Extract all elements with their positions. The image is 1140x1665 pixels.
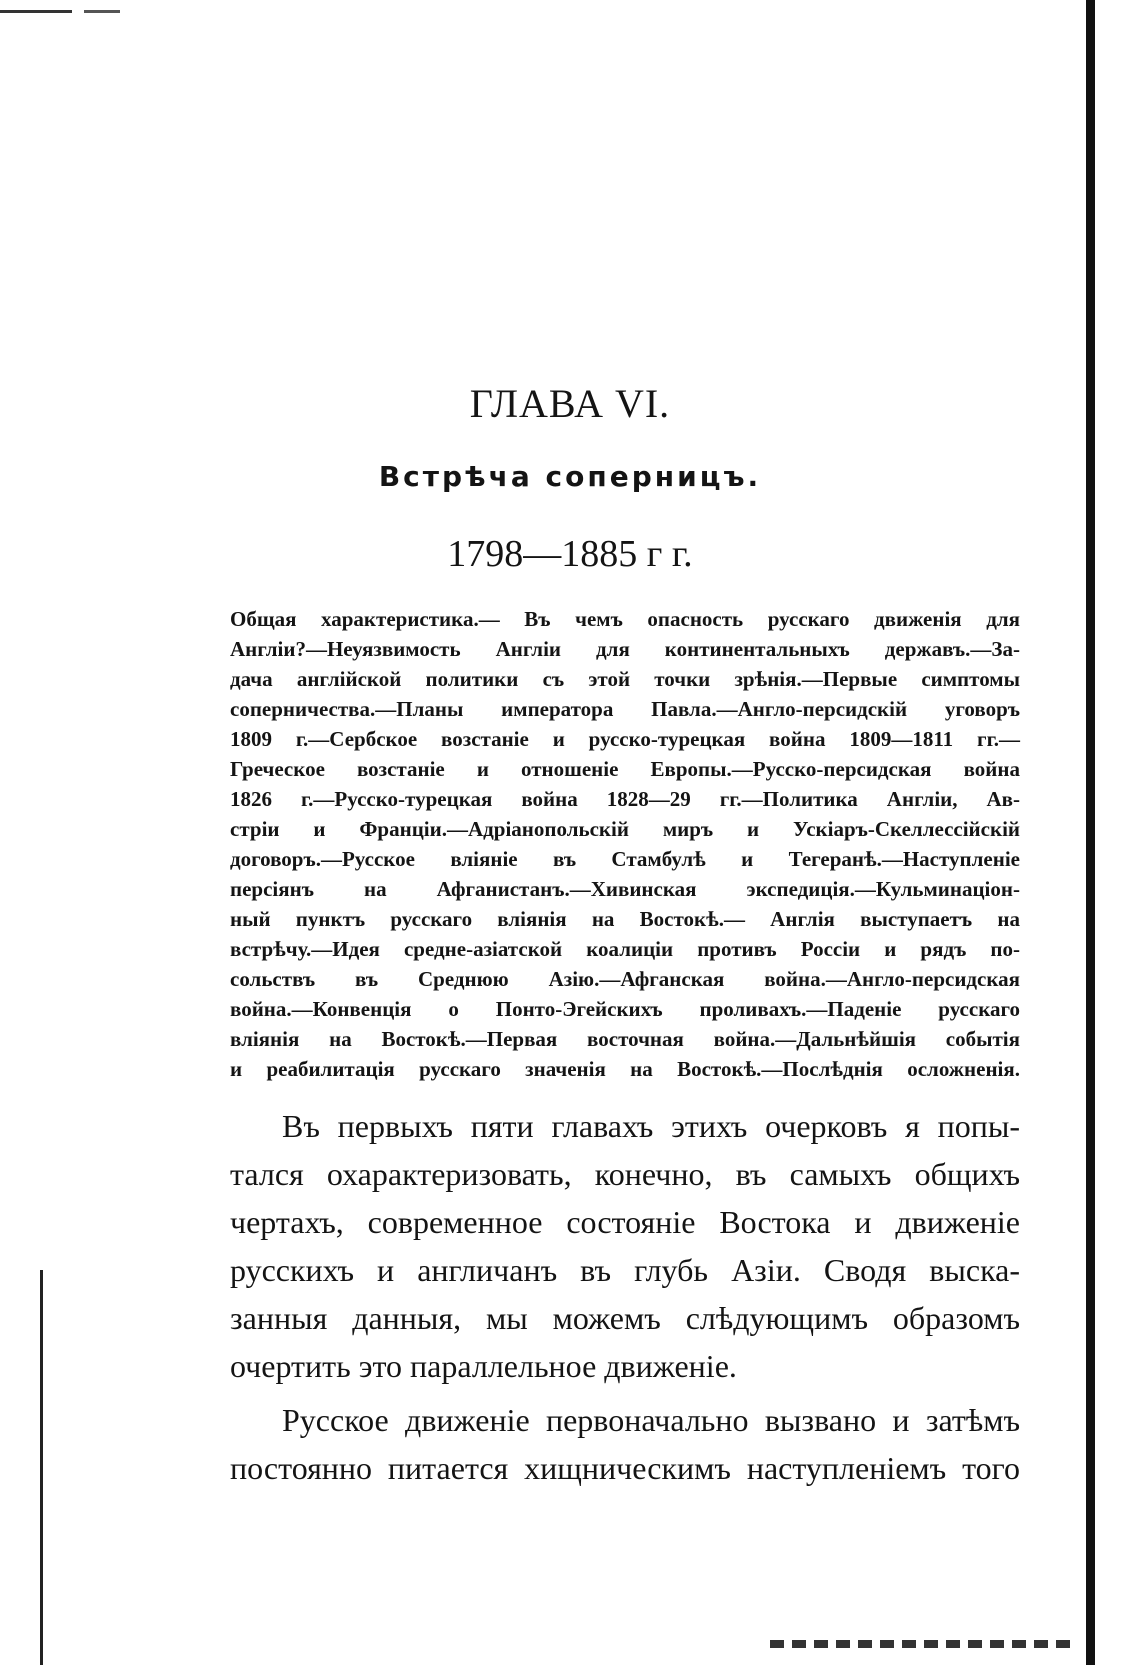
summary-line: война.—Конвенція о Понто-Эгейскихъ проливахъ.—Паденіе русскаго [230,997,1020,1021]
summary-line: договоръ.—Русское вліяніе въ Стамбулѣ и Тегеранѣ.—Наступленіе [230,847,1020,871]
text-line: Русское движеніе первоначально вызвано и затѣмъ [282,1402,1020,1438]
text-line: тался охарактеризовать, конечно, въ самыхъ общихъ [230,1156,1020,1192]
summary-line: соперничества.—Планы императора Павла.—Англо-персидскій уговоръ [230,697,1020,721]
text-line: чертахъ, современное состояніе Востока и движеніе [230,1204,1020,1240]
summary-line: встрѣчу.—Идея средне-азіатской коалиціи противъ Россіи и рядъ по- [230,937,1020,961]
chapter-years: 1798—1885 г г. [447,533,693,575]
chapter-title: ГЛАВА VI. [469,381,671,426]
chapter-subtitle: Встрѣча соперницъ. [378,460,762,493]
text-line: занныя данныя, мы можемъ слѣдующимъ образомъ [230,1300,1020,1336]
paragraph-2 [230,1396,1020,1492]
summary-line: вліянія на Востокѣ.—Первая восточная война.—Дальнѣйшія событія [230,1027,1020,1051]
summary-line: Греческое возстаніе и отношеніе Европы.—Русско-персидская война [230,757,1020,781]
body-text [230,1102,1020,1492]
scan-artifact-top-left [0,10,120,13]
summary-line: сольствъ въ Среднюю Азію.—Афганская война.—Англо-персидская [230,967,1020,991]
summary-line: Англіи?—Неуязвимость Англіи для континентальныхъ державъ.—За- [230,637,1020,661]
scan-artifact-bottom [770,1640,1070,1648]
summary-line: персіянъ на Афганистанъ.—Хивинская экспедиція.—Кульминаціон- [230,877,1020,901]
summary-line: стріи и Франціи.—Адріанопольскій миръ и Ускіаръ-Скеллессійскій [230,817,1020,841]
text-line: постоянно питается хищническимъ наступленіемъ того [230,1450,1020,1486]
summary-line: 1826 г.—Русско-турецкая война 1828—29 гг.—Политика Англіи, Ав- [230,787,1020,811]
text-line: русскихъ и англичанъ въ глубь Азіи. Сводя выска- [230,1252,1020,1288]
summary-line: 1809 г.—Сербское возстаніе и русско-турецкая война 1809—1811 гг.— [230,727,1020,751]
summary-line: ный пунктъ русскаго вліянія на Востокѣ.— Англія выступаетъ на [230,907,1020,931]
paragraph-1 [230,1102,1020,1390]
summary-line: Общая характеристика.— Въ чемъ опасность русскаго движенія для [230,607,1020,631]
text-line: Въ первыхъ пяти главахъ этихъ очерковъ я попы- [282,1108,1020,1144]
text-line: очертить это параллельное движеніе. [230,1348,737,1384]
chapter-summary [230,604,1020,1084]
scan-edge-left [40,1270,43,1665]
summary-line: и реабилитація русскаго значенія на Востокѣ.—Послѣднія осложненія. [230,1057,1020,1081]
summary-line: дача англійской политики съ этой точки зрѣнія.—Первые симптомы [230,667,1020,691]
scan-edge-right [1086,0,1095,1665]
